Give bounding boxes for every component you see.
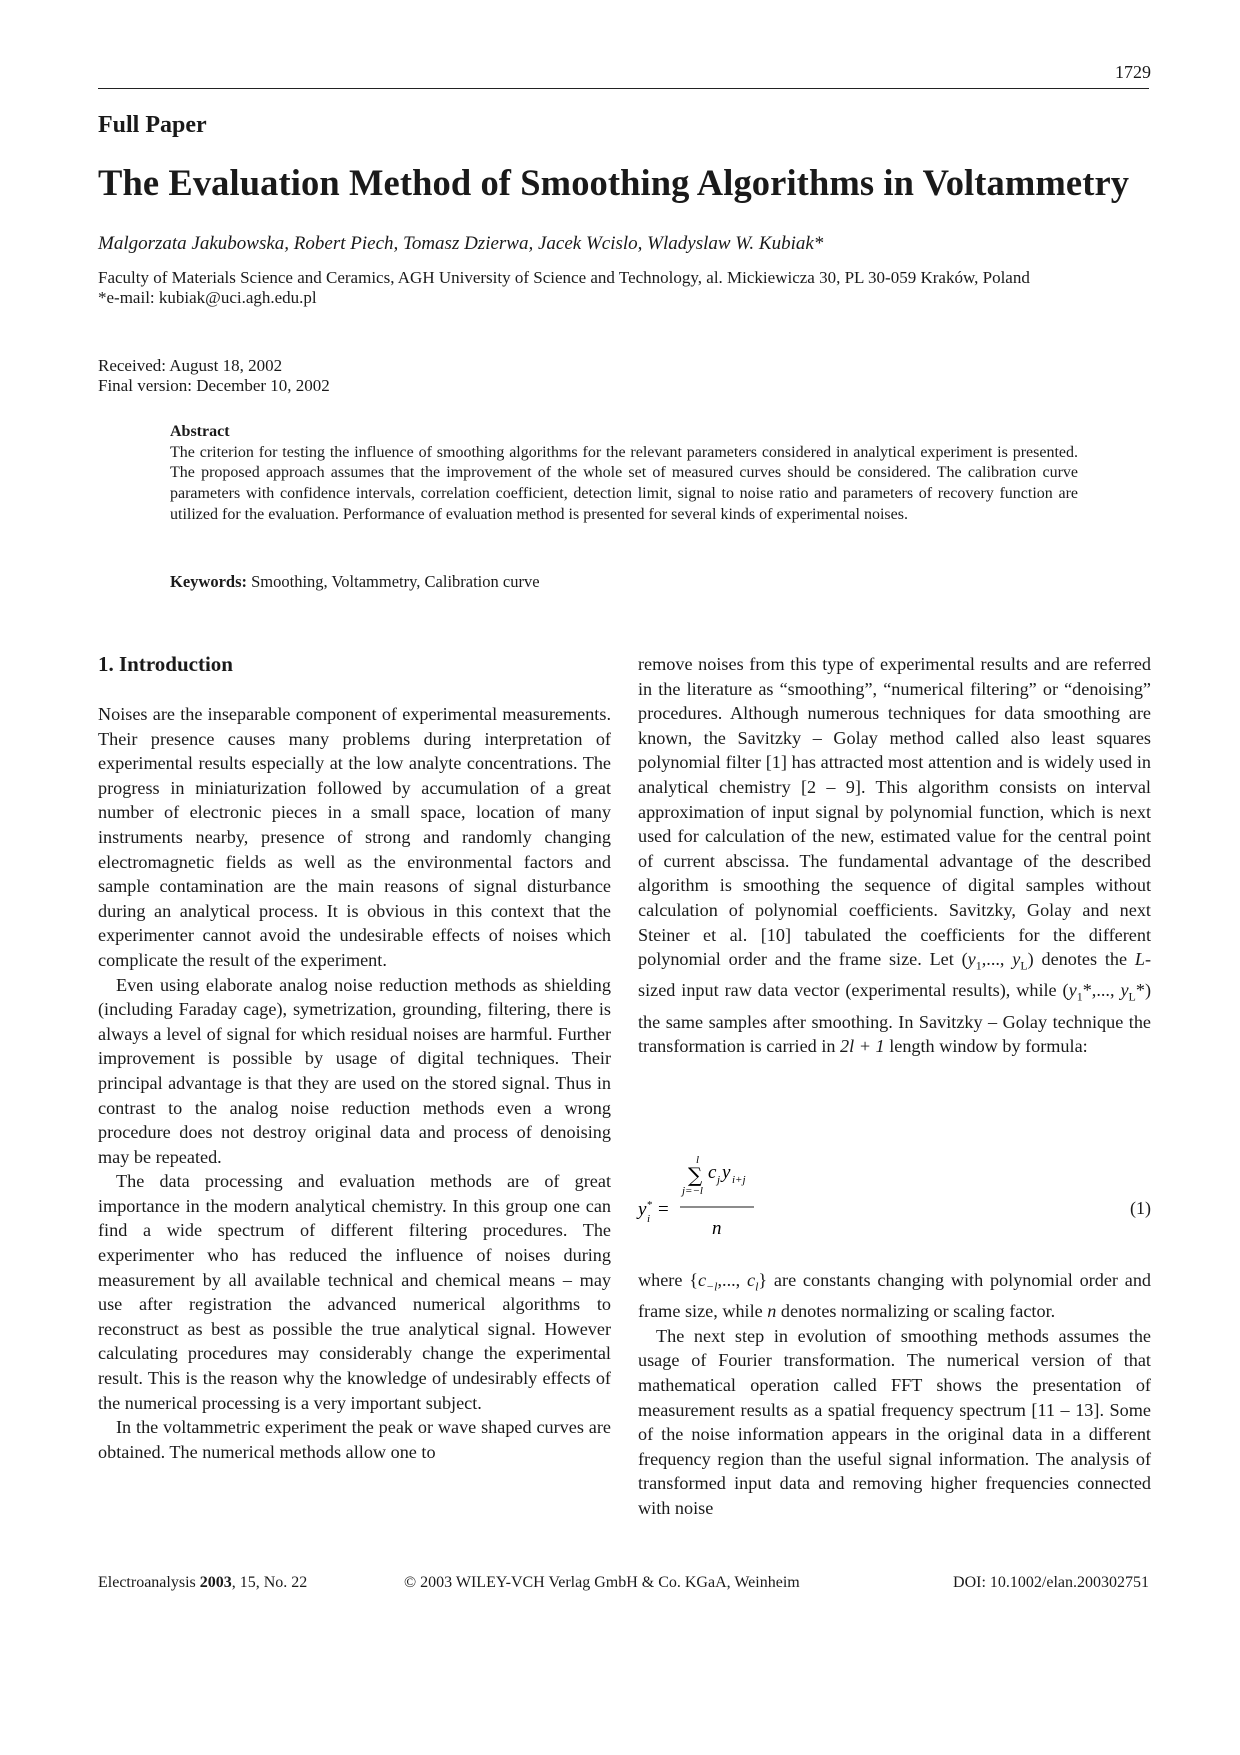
subscript: l [755,1279,759,1294]
equation-number: (1) [1130,1198,1151,1218]
paper-title: The Evaluation Method of Smoothing Algorithms in Voltammetry [98,162,1130,203]
section-heading-introduction: 1. Introduction [98,652,233,676]
affiliation [98,268,1153,308]
window-length: 2l + 1 [840,1036,885,1057]
section-label: Full Paper [98,112,207,138]
eq-lhs-sup: * [647,1199,653,1211]
subscript: L [1128,990,1136,1004]
journal-name: Electroanalysis [98,1574,200,1591]
eq-lhs-sub: i [647,1213,651,1225]
text-run: *,..., [1082,980,1121,1001]
left-column [98,702,611,1464]
right-column [638,652,1151,1059]
eq-y-sub: i+j [732,1174,746,1186]
text-run: denotes normalizing or scaling factor. [776,1301,1056,1322]
var-y: y [967,949,976,970]
dates [98,356,330,396]
eq-sum-bottom: j=−l [682,1185,703,1197]
subscript: −l [706,1279,718,1294]
journal-citation [98,1574,307,1592]
keywords-label: Keywords: [170,572,247,591]
text-run: ,..., [981,949,1013,970]
right-paragraph-2 [638,1268,1151,1324]
intro-paragraph-3: The data processing and evaluation methods are of great importance in the modern analytical chemistry. In this group one can find a wide spectrum of different filtering procedures. The experimenter who has reduced the influence of noises during measurement by all available technical and chemical means – may use after registration the advanced numerical algorithms to reconstruct as best as possible the true analytical signal. However calculating procedures may considerably change the experimental result. This is the reason why the knowledge of undesirably effects of the numerical processing is a very important subject. [98,1171,611,1413]
journal-volume: , 15, No. 22 [231,1574,308,1591]
subscript: 1 [1076,990,1083,1004]
text-run: -sized input raw data vector (experimental results), while ( [638,949,1151,1001]
intro-paragraph-1: Noises are the inseparable component of experimental measurements. Their presence causes many problems during interpretation of experimental results especially at the low analyte concentrations. The progress in miniaturization followed by accumulation of a great number of electronic pieces in a small space, location of many instruments nearby, presence of strong and randomly changing electromagnetic fields as well as the environmental factors and sample contamination are the main reasons of signal disturbance during an analytical process. It is obvious in this context that the experimenter cannot avoid the undesirable effects of noises which complicate the result of the experiment. [98,704,611,970]
var-c: c [697,1270,707,1290]
affiliation-email: *e-mail: kubiak@uci.agh.edu.pl [98,288,317,307]
abstract-text: The criterion for testing the influence of smoothing algorithms for the relevant parameters considered in analytical experiment is presented. The proposed approach assumes that the improvement of the whole set of measured curves should be considered. The calibration curve parameters with confidence intervals, correlation coefficient, detection limit, signal to noise ratio and parameters of recovery function are utilized for the evaluation. Performance of evaluation method is presented for several kinds of experimental noises. [170,443,1078,523]
right-paragraph-1 [638,652,1151,1059]
authors: Malgorzata Jakubowska, Robert Piech, Tomasz Dzierwa, Jacek Wcislo, Wladyslaw W. Kubiak* [98,233,824,254]
text-run: ,..., [717,1270,747,1290]
intro-paragraph-2: Even using elaborate analog noise reduction methods as shielding (including Faraday cage), symetrization, grounding, filtering, there is always a level of signal for which residual noises are harmful. Further improvement is possible by usage of digital techniques. Their principal advantage is that they are used on the stored signal. Thus in contrast to the analog noise reduction methods even a wrong procedure does not destroy original data and process of denoising may be repeated. [98,974,611,1167]
intro-paragraph-4: In the voltammetric experiment the peak or wave shaped curves are obtained. The numerical methods allow one to [98,1417,611,1462]
eq-sum-symbol: ∑ [688,1163,703,1187]
eq-sum-top: l [696,1154,700,1166]
text-run: ) denotes the [1027,949,1135,970]
var-c: c [747,1270,756,1290]
var-y: y [1120,980,1129,1001]
final-version-date: Final version: December 10, 2002 [98,376,330,395]
equation-1 [638,1150,1151,1244]
received-date: Received: August 18, 2002 [98,356,283,375]
header-rule [98,88,1149,89]
var-y: y [1012,949,1021,970]
abstract-heading: Abstract [170,423,230,440]
abstract [170,422,1078,526]
journal-year: 2003 [199,1574,232,1591]
eq-equals: = [658,1199,669,1220]
text-run: where { [638,1270,698,1290]
subscript: 1 [975,958,982,973]
eq-denominator: n [712,1218,722,1239]
page-number: 1729 [1115,62,1151,82]
var-y: y [1068,980,1077,1001]
right-column-lower [638,1268,1151,1521]
var-n: n [767,1301,777,1322]
eq-c-sub: j [717,1174,721,1186]
eq-y: y [722,1162,731,1183]
keywords-text: Smoothing, Voltammetry, Calibration curve [251,572,540,591]
copyright: © 2003 WILEY-VCH Verlag GmbH & Co. KGaA, Weinheim [404,1574,800,1591]
equation-formula [638,1150,768,1244]
text-run: } are constants changing with polynomial order and frame size, while [638,1270,1152,1322]
right-paragraph-3: The next step in evolution of smoothing methods assumes the usage of Fourier transformation. The numerical version of that mathematical operation called FFT shows the presentation of measurement results as a spatial frequency spectrum [11 – 13]. Some of the noise information appears in the original data in a different frequency region than the useful signal information. The analysis of transformed input data and removing higher frequencies connected with noise [638,1325,1151,1518]
text-run: length window by formula: [884,1036,1088,1057]
keywords [170,572,540,592]
var-L: L [1134,949,1145,970]
text-run: remove noises from this type of experimental results and are referred in the literature as “smoothing”, “numerical filtering” or “denoising” procedures. Although numerous techniques for data smoothing are known, the Savitzky – Golay method called also least squares polynomial filter [1] has attracted most attention and is widely used in analytical chemistry [2 – 9]. This algorithm consists on interval approximation of input signal by polynomial function, which is next used for calculation of the new, estimated value for the central point of current abscissa. The fundamental advantage of the described algorithm is smoothing the sequence of digital samples without calculation of polynomial coefficients. Savitzky, Golay and next Steiner et al. [10] tabulated the coefficients for the different polynomial order and the frame size. Let ( [638,654,1151,970]
subscript: L [1020,958,1028,973]
doi: DOI: 10.1002/elan.200302751 [953,1574,1149,1591]
eq-lhs: y [638,1199,647,1220]
affiliation-address: Faculty of Materials Science and Ceramics, AGH University of Science and Technology, al. Mickiewicza 30, PL 30-059 Kraków, Poland [98,268,1030,287]
eq-c: c [708,1162,717,1183]
text-run: *) the same samples after smoothing. In Savitzky – Golay technique the transformation is carried in [638,980,1152,1057]
